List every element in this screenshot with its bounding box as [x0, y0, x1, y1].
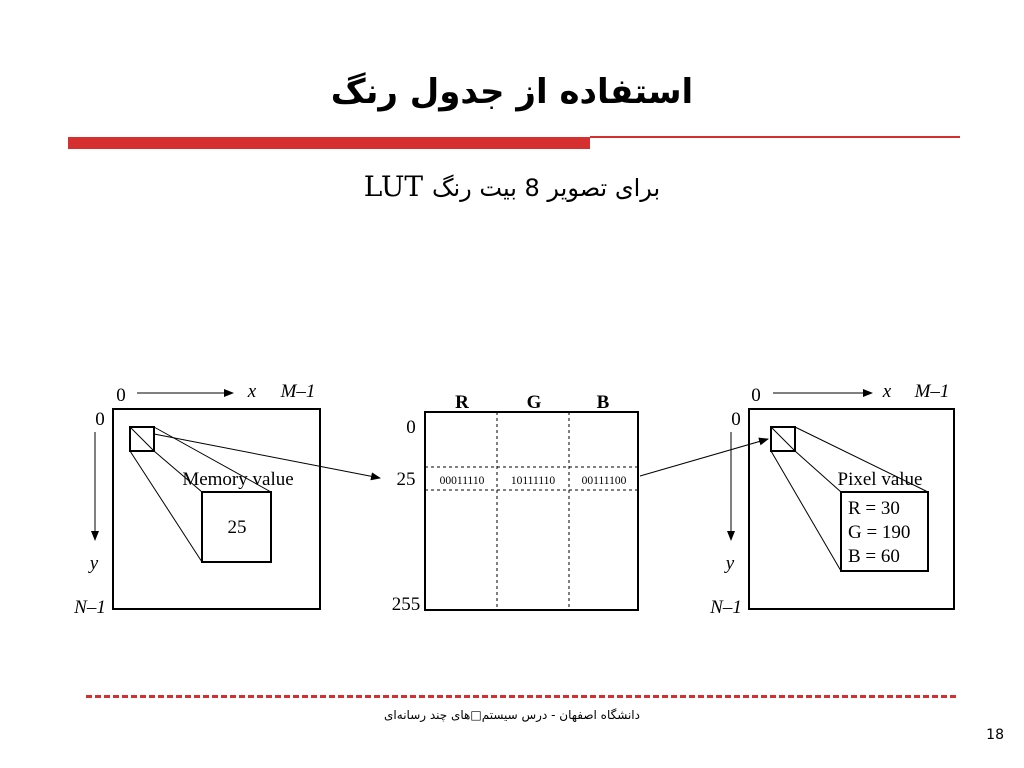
memory-value: 25: [227, 517, 247, 538]
left-y-origin: 0: [95, 409, 105, 430]
page-number: 18: [986, 727, 1004, 743]
pixel-value-b: B = 60: [848, 546, 900, 567]
lut-value-g: 10111110: [510, 475, 556, 487]
lut-col-g: G: [526, 392, 542, 413]
right-y-origin: 0: [731, 409, 741, 430]
left-y-end: N–1: [74, 597, 106, 618]
right-x-end: M–1: [914, 381, 950, 402]
pixel-value-r: R = 30: [848, 498, 900, 519]
subtitle-text: برای تصویر 8 بیت رنگ: [432, 174, 661, 202]
pixel-value-label: Pixel value: [837, 469, 923, 490]
left-x-end: M–1: [280, 381, 316, 402]
lut-row-start: 0: [406, 417, 416, 438]
left-x-axis-label: x: [247, 381, 257, 402]
footer-divider: [86, 695, 956, 698]
right-image: [709, 381, 954, 618]
lookup-table: [392, 392, 638, 615]
lut-col-r: R: [455, 392, 469, 413]
right-y-axis-label: y: [725, 553, 735, 574]
left-x-origin: 0: [116, 385, 126, 406]
lut-row-index: 25: [396, 469, 416, 490]
memory-value-label: Memory value: [182, 469, 294, 490]
lut-value-r: 00011110: [439, 475, 485, 487]
lut-value-b: 00111100: [581, 475, 627, 487]
left-image: [73, 381, 320, 618]
right-y-end: N–1: [710, 597, 742, 618]
right-x-origin: 0: [751, 385, 761, 406]
footer-text: دانشگاه اصفهان - درس سیستم□های چند رسانه‌ای: [384, 708, 640, 722]
lut-frame: [425, 412, 638, 610]
subtitle-lut: LUT: [363, 170, 424, 203]
lut-col-b: B: [596, 392, 610, 413]
right-x-axis-label: x: [882, 381, 892, 402]
slide-title: استفاده از جدول رنگ: [330, 72, 694, 112]
pixel-value-g: G = 190: [848, 522, 911, 543]
left-y-axis-label: y: [89, 553, 99, 574]
lut-row-end: 255: [391, 594, 421, 615]
